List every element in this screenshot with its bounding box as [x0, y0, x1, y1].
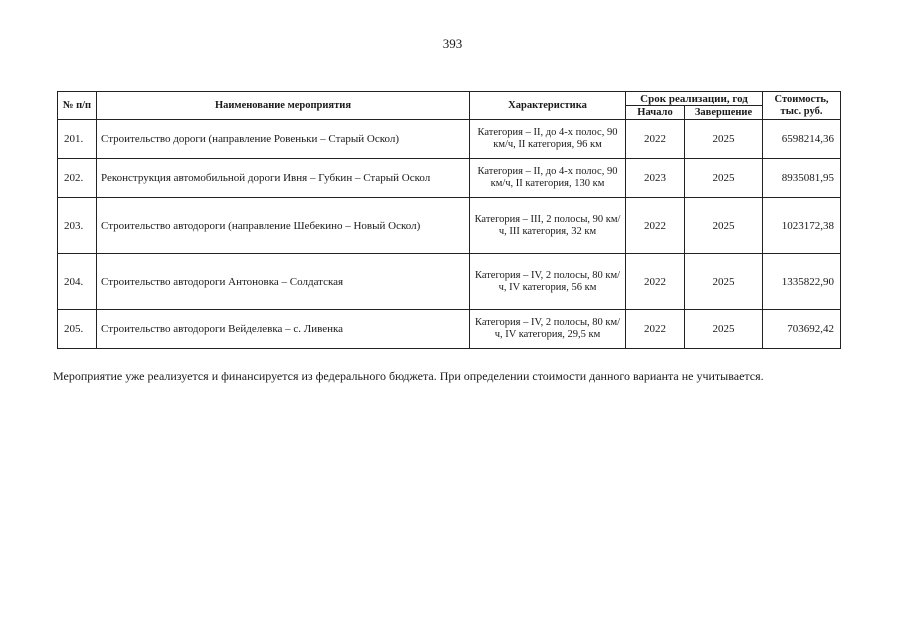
- row-start: 2022: [626, 120, 685, 159]
- row-end: 2025: [685, 120, 763, 159]
- row-cost: 6598214,36: [763, 120, 841, 159]
- row-name: Строительство автодороги (направление Шебекино – Новый Оскол): [97, 198, 470, 254]
- table-row: [58, 310, 841, 349]
- row-start: 2022: [626, 254, 685, 310]
- row-cost: 1335822,90: [763, 254, 841, 310]
- row-cost: 8935081,95: [763, 159, 841, 198]
- row-name: Строительство автодороги Антоновка – Солдатская: [97, 254, 470, 310]
- row-num: 202.: [58, 159, 97, 198]
- row-num: 203.: [58, 198, 97, 254]
- row-characteristic: Категория – II, до 4-х полос, 90 км/ч, II категория, 130 км: [470, 159, 626, 198]
- row-end: 2025: [685, 254, 763, 310]
- row-start: 2022: [626, 198, 685, 254]
- row-num: 205.: [58, 310, 97, 349]
- projects-table: [57, 91, 841, 349]
- row-start: 2022: [626, 310, 685, 349]
- header-end: Завершение: [685, 106, 763, 120]
- row-name: Реконструкция автомобильной дороги Ивня – Губкин – Старый Оскол: [97, 159, 470, 198]
- table-row: [58, 198, 841, 254]
- row-start: 2023: [626, 159, 685, 198]
- table-row: [58, 159, 841, 198]
- row-characteristic: Категория – IV, 2 полосы, 80 км/ч, IV категория, 29,5 км: [470, 310, 626, 349]
- row-characteristic: Категория – IV, 2 полосы, 80 км/ч, IV категория, 56 км: [470, 254, 626, 310]
- header-characteristic: Характеристика: [470, 92, 626, 120]
- table-row: [58, 120, 841, 159]
- header-period: Срок реализации, год: [626, 92, 763, 106]
- table-row: [58, 254, 841, 310]
- row-cost: 703692,42: [763, 310, 841, 349]
- row-characteristic: Категория – II, до 4-х полос, 90 км/ч, II категория, 96 км: [470, 120, 626, 159]
- footnote: Мероприятие уже реализуется и финансируется из федерального бюджета. При определении стоимости данного варианта не учитывается.: [53, 369, 764, 383]
- row-name: Строительство дороги (направление Ровеньки – Старый Оскол): [97, 120, 470, 159]
- header-num: № п/п: [58, 92, 97, 120]
- row-end: 2025: [685, 159, 763, 198]
- header-start: Начало: [626, 106, 685, 120]
- row-num: 204.: [58, 254, 97, 310]
- header-name: Наименование мероприятия: [97, 92, 470, 120]
- header-cost: Стоимость, тыс. руб.: [763, 92, 841, 120]
- row-name: Строительство автодороги Вейделевка – с. Ливенка: [97, 310, 470, 349]
- row-cost: 1023172,38: [763, 198, 841, 254]
- row-end: 2025: [685, 310, 763, 349]
- row-num: 201.: [58, 120, 97, 159]
- row-characteristic: Категория – III, 2 полосы, 90 км/ч, III категория, 32 км: [470, 198, 626, 254]
- row-end: 2025: [685, 198, 763, 254]
- page-number: 393: [442, 36, 463, 51]
